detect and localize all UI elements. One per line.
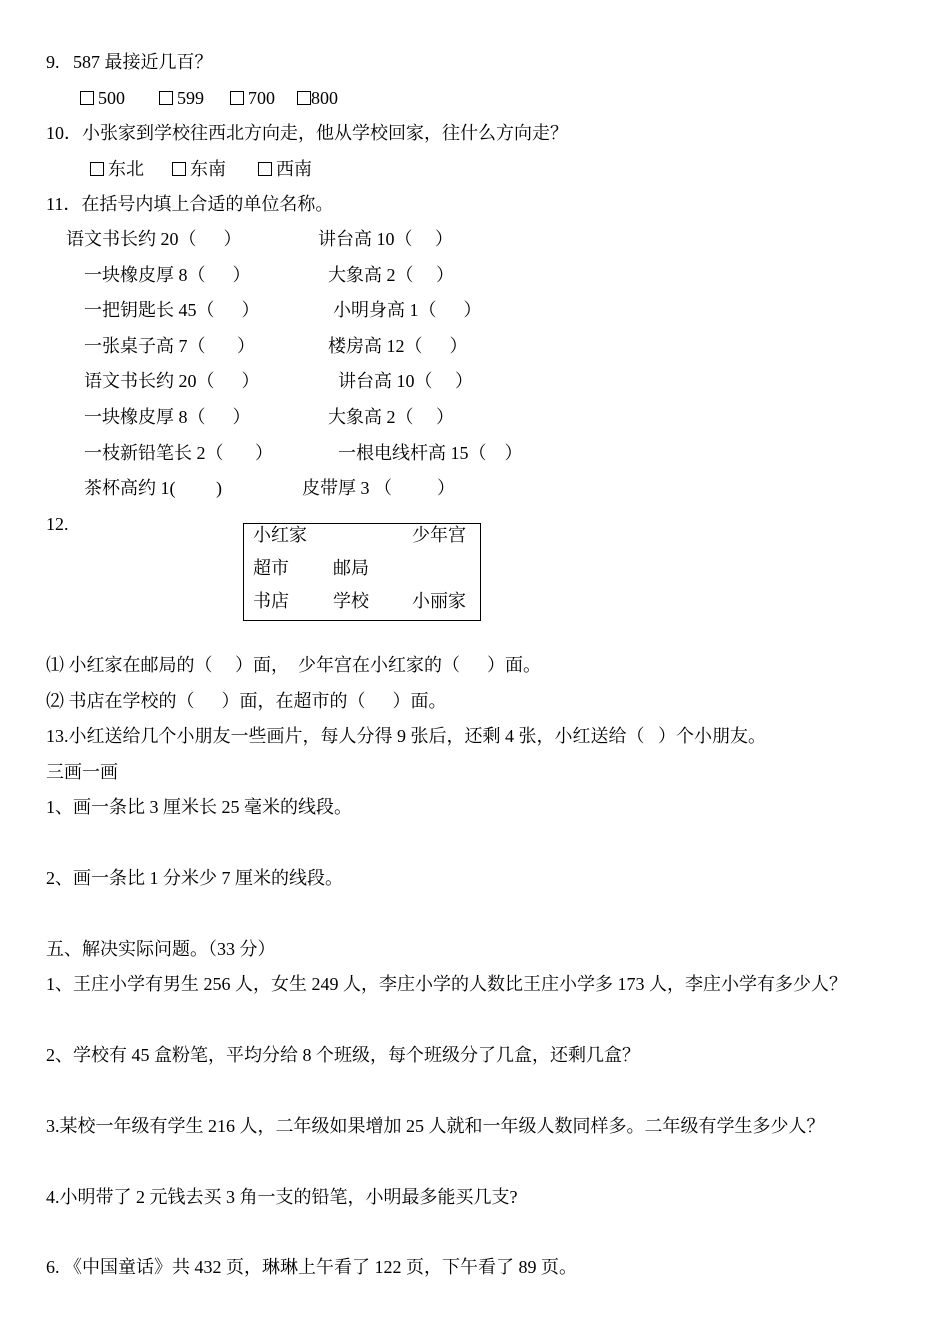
map-label: 小丽家	[412, 591, 466, 611]
location-map-box	[243, 523, 481, 621]
draw-item-1: 1、画一条比 3 厘米长 25 毫米的线段。	[46, 797, 352, 817]
question-12-sub2: ⑵ 书店在学校的（ ）面，在超市的（ ）面。	[46, 691, 447, 711]
checkbox-icon[interactable]	[258, 162, 272, 176]
solve-item-4: 4.小明带了 2 元钱去买 3 角一支的铅笔，小明最多能买几支?	[46, 1187, 518, 1207]
map-label: 书店	[253, 591, 289, 611]
section-heading-solve: 五、解决实际问题。（33 分）	[46, 939, 276, 959]
section-heading-draw: 三画一画	[46, 762, 118, 782]
unit-item: 小明身高 1（ ）	[333, 300, 482, 320]
q10-option-1[interactable]: 东北	[90, 158, 144, 180]
q9-option-4[interactable]: 800	[297, 87, 338, 109]
unit-item: 一枝新铅笔长 2（ ）	[84, 443, 273, 463]
checkbox-icon[interactable]	[80, 91, 94, 105]
map-label: 超市	[253, 558, 289, 578]
unit-item: 语文书长约 20（ ）	[84, 371, 260, 391]
solve-item-3: 3.某校一年级有学生 216 人，二年级如果增加 25 人就和一年级人数同样多。二年级有学生多少人？	[46, 1116, 825, 1136]
draw-item-2: 2、画一条比 1 分米少 7 厘米的线段。	[46, 868, 343, 888]
unit-item: 讲台高 10（ ）	[338, 371, 473, 391]
question-12-sub1: ⑴ 小红家在邮局的（ ）面， 少年宫在小红家的（ ）面。	[46, 655, 541, 675]
question-13-text: 13.小红送给几个小朋友一些画片，每人分得 9 张后，还剩 4 张，小红送给（ ）个小朋友。	[46, 726, 766, 746]
unit-item: 楼房高 12（ ）	[328, 336, 468, 356]
q10-option-3[interactable]: 西南	[258, 158, 312, 180]
unit-item: 一块橡皮厚 8（ ）	[84, 265, 251, 285]
checkbox-icon[interactable]	[297, 91, 311, 105]
solve-item-2: 2、学校有 45 盒粉笔，平均分给 8 个班级，每个班级分了几盒，还剩几盒？	[46, 1045, 640, 1065]
question-9-text: 9. 587 最接近几百？	[46, 52, 213, 72]
unit-item: 茶杯高约 1( )	[84, 478, 222, 498]
checkbox-icon[interactable]	[90, 162, 104, 176]
q9-option-3[interactable]: 700	[230, 87, 275, 109]
solve-item-1: 1、王庄小学有男生 256 人，女生 249 人，李庄小学的人数比王庄小学多 173 人，李庄小学有多少人？	[46, 974, 847, 994]
unit-item: 语文书长约 20（ ）	[66, 229, 242, 249]
checkbox-icon[interactable]	[159, 91, 173, 105]
map-label: 邮局	[333, 558, 369, 578]
map-label: 少年宫	[412, 525, 466, 545]
unit-item: 大象高 2（ ）	[328, 265, 454, 285]
q10-option-2[interactable]: 东南	[172, 158, 226, 180]
unit-item: 大象高 2（ ）	[328, 407, 454, 427]
checkbox-icon[interactable]	[172, 162, 186, 176]
question-11-text: 11．在括号内填上合适的单位名称。	[46, 194, 334, 214]
q9-option-1[interactable]: 500	[80, 87, 125, 109]
question-10-text: 10．小张家到学校往西北方向走，他从学校回家，往什么方向走？	[46, 123, 568, 143]
unit-item: 一张桌子高 7（ ）	[84, 336, 255, 356]
unit-item: 一把钥匙长 45（ ）	[84, 300, 260, 320]
map-label: 小红家	[253, 525, 307, 545]
unit-item: 皮带厚 3 （ ）	[302, 478, 455, 498]
map-label: 学校	[333, 591, 369, 611]
q9-option-2[interactable]: 599	[159, 87, 204, 109]
solve-item-6: 6. 《中国童话》共 432 页，琳琳上午看了 122 页，下午看了 89 页。	[46, 1257, 577, 1277]
unit-item: 一根电线杆高 15（ ）	[338, 443, 523, 463]
question-12-number: 12.	[46, 514, 69, 534]
unit-item: 一块橡皮厚 8（ ）	[84, 407, 251, 427]
checkbox-icon[interactable]	[230, 91, 244, 105]
unit-item: 讲台高 10（ ）	[318, 229, 453, 249]
